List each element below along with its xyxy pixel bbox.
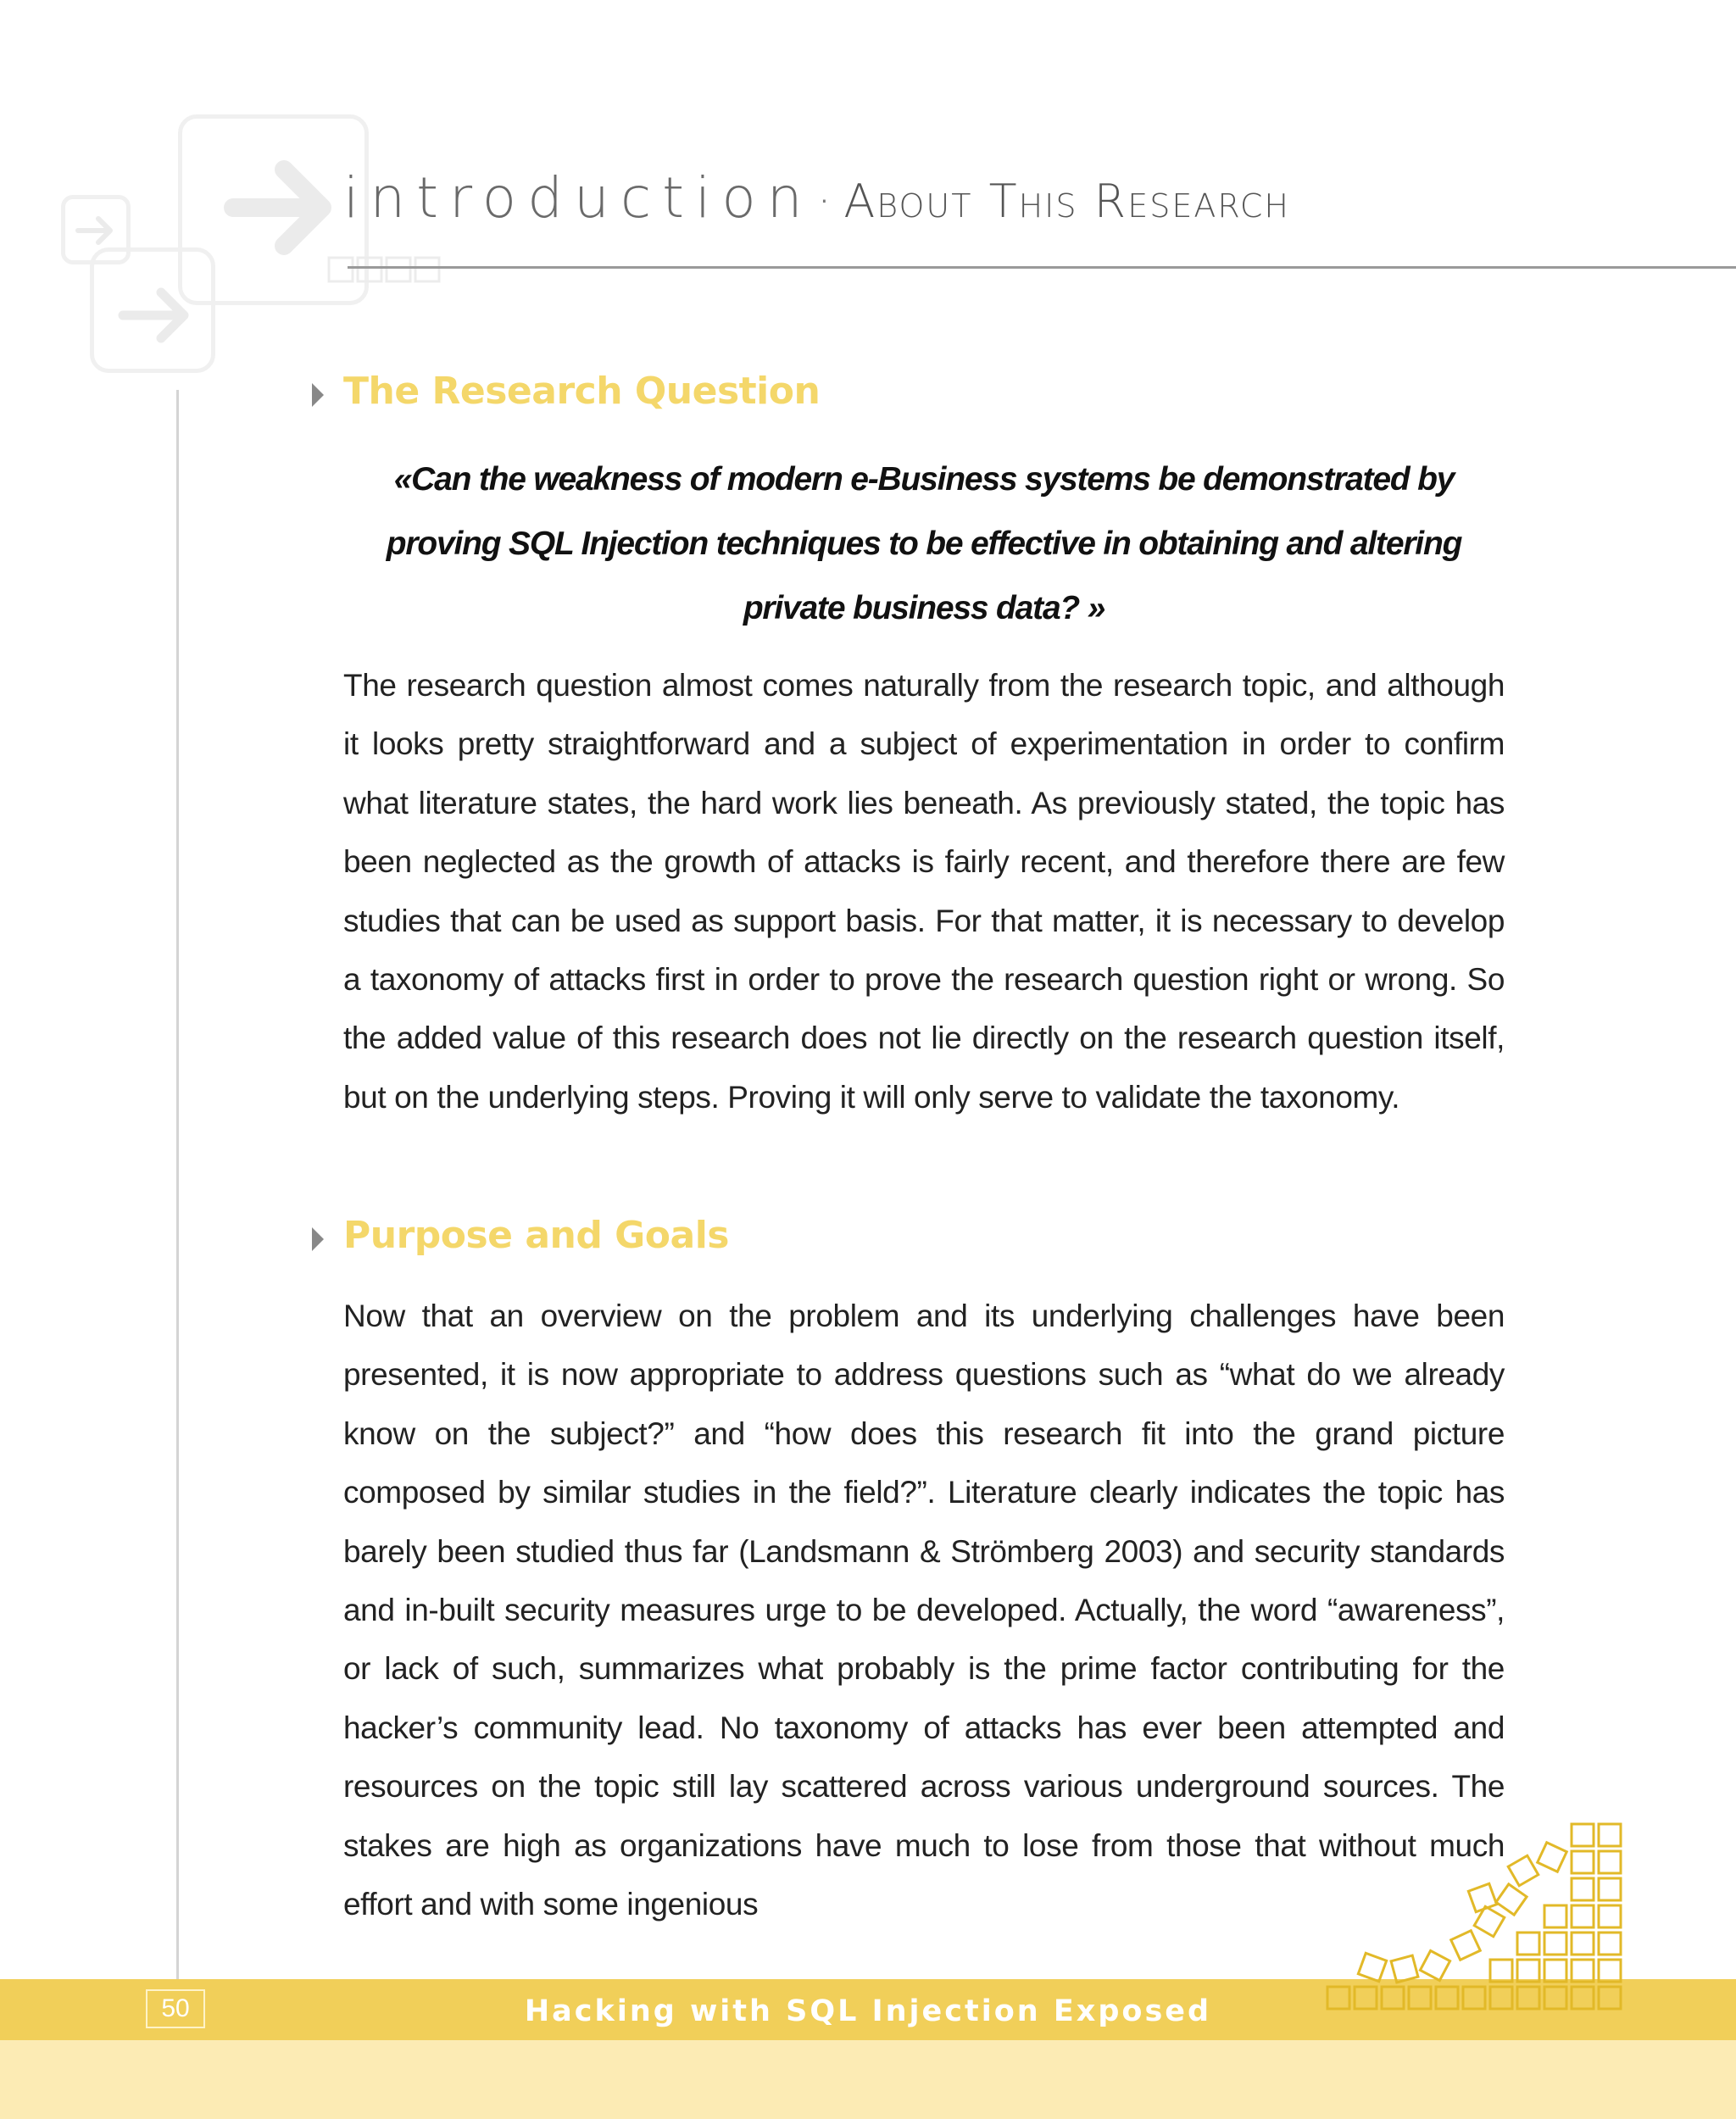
section-title: The Research Question — [343, 370, 821, 413]
chapter-heading — [343, 165, 1290, 242]
bullet-triangle-icon — [312, 1227, 324, 1251]
header-rule — [348, 266, 1736, 269]
body-paragraph: Now that an overview on the problem and its underlying challenges have been presented, it is now appropriate to address questions such as “what do we already know on the subject?” and “how does this research fit into the grand picture composed by similar studies in the field?”. Literature clearly indicates the topic has barely been studied thus far (Landsmann & Strömberg 2003) and security standards and in-built security measures urge to be developed. Actually, the word “awareness”, or lack of such, summarizes what probably is the prime factor contributing for the hacker’s community lead. No taxonomy of attacks has ever been attempted and resources on the topic still lay scattered across various underground sources. The stakes are high as organizations have much to lose from those that without much effort and with some ingenious — [343, 1299, 1505, 1922]
research-question-quote: «Can the weakness of modern e-Business systems be demonstrated by proving SQL Injection techniques to be effective in obtaining and altering private business data? » — [386, 461, 1462, 626]
chapter-name: introduction — [343, 165, 814, 231]
body-paragraph: The research question almost comes naturally from the research topic, and although it looks pretty straightforward and a subject of experimentation in order to confirm what literature states, the hard work lies beneath. As previously stated, the topic has been neglected as the growth of attacks is fairly recent, and therefore there are few studies that can be used as support basis. For that matter, it is necessary to develop a taxonomy of attacks first in order to prove the research question right or wrong. So the added value of this research does not lie directly on the research question itself, but on the underlying steps. Proving it will only serve to validate the taxonomy. — [343, 668, 1505, 1115]
footer-book-title: Hacking with SQL Injection Exposed — [524, 1994, 1212, 2028]
vertical-rule — [176, 390, 179, 1979]
footer-background — [0, 2040, 1736, 2119]
heading-separator: · — [816, 174, 832, 229]
arrow-icon — [0, 0, 390, 390]
decorative-squares — [1322, 1805, 1644, 2017]
section-title: Purpose and Goals — [343, 1214, 729, 1257]
section-name: About This Research — [843, 175, 1290, 228]
page-number: 50 — [146, 1989, 205, 2028]
bullet-triangle-icon — [312, 383, 324, 407]
decorative-squares — [327, 256, 446, 286]
